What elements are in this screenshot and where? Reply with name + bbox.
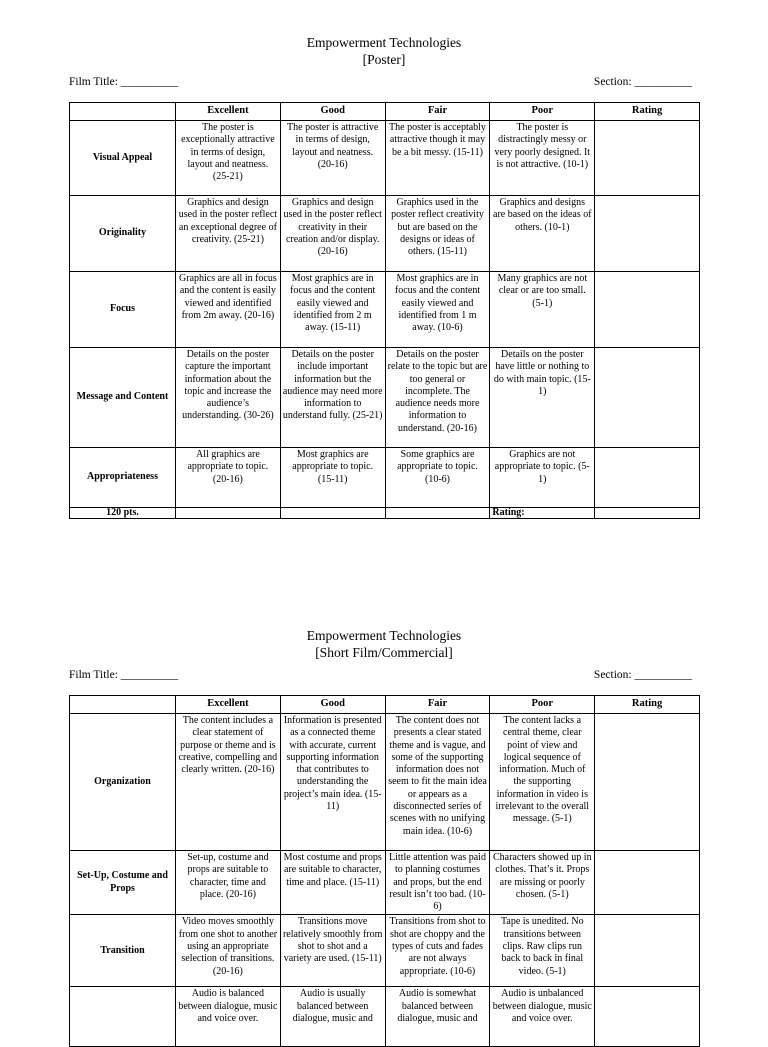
table-row [70,121,700,196]
table-cell: Some graphics are appropriate to topic. (10-6) [385,448,490,508]
table-cell: Audio is usually balanced between dialogue, music and [280,987,385,1047]
doc-title: Empowerment Technologies [306,35,462,50]
header-rating: Rating [595,103,700,121]
table-cell: Details on the poster have little or nothing to do with main topic. (15-1) [490,348,595,448]
table-cell: Graphics are not appropriate to topic. (5-1) [490,448,595,508]
poster-rubric-table [69,102,700,519]
table-cell: Transitions move relatively smoothly from shot to shot and a variety are used. (15-11) [280,915,385,987]
table-cell: The poster is acceptably attractive though it may be a bit messy. (15-11) [385,121,490,196]
table-cell: Characters showed up in clothes. That’s it. Props are missing or poorly chosen. (5-1) [490,851,595,915]
criterion-cell: Originality [70,196,176,272]
criterion-cell: Focus [70,272,176,348]
table-cell: Graphics and designs are based on the ideas of others. (10-1) [490,196,595,272]
header-fair: Fair [385,103,490,121]
header-excellent: Excellent [176,103,281,121]
table-cell: Graphics used in the poster reflect creativity but are based on the designs or ideas of others. (15-11) [385,196,490,272]
table-cell [385,508,490,519]
total-row [70,508,700,519]
criterion-cell: Set-Up, Costume and Props [70,851,176,915]
total-points: 120 pts. [70,508,176,519]
table-cell: Audio is somewhat balanced between dialogue, music and [385,987,490,1047]
table-cell: Little attention was paid to planning costumes and props, but the end result isn’t too bad. (10-6) [385,851,490,915]
header-good: Good [280,696,385,714]
poster-rubric-sheet [0,34,768,518]
header-criterion [70,103,176,121]
header-excellent: Excellent [176,696,281,714]
table-cell: Graphics and design used in the poster reflect creativity in their creation and/or display. (20-16) [280,196,385,272]
table-cell: Set-up, costume and props are suitable to character, time and place. (20-16) [176,851,281,915]
form-meta [0,669,768,685]
table-cell: Tape is unedited. No transitions between clips. Raw clips run back to back in final video. (5-1) [490,915,595,987]
header-good: Good [280,103,385,121]
table-cell: The poster is attractive in terms of design, layout and neatness. (20-16) [280,121,385,196]
table-cell: Graphics and design used in the poster reflect an exceptional degree of creativity. (25-21) [176,196,281,272]
table-row [70,915,700,987]
film-rubric-table [69,695,700,1047]
table-cell: The poster is exceptionally attractive in terms of design, layout and neatness. (25-21) [176,121,281,196]
table-cell: The content includes a clear statement of purpose or theme and is creative, compelling and clearly written. (20-16) [176,714,281,851]
table-cell: Transitions from shot to shot are choppy and the types of cuts and fades are not always appropriate. (10-6) [385,915,490,987]
table-row [70,987,700,1047]
film-title-field: Film Title: __________ [69,669,179,681]
table-cell: Most costume and props are suitable to character, time and place. (15-11) [280,851,385,915]
table-cell: The poster is distractingly messy or very poorly designed. It is not attractive. (10-1) [490,121,595,196]
criterion-cell: Organization [70,714,176,851]
doc-title: Empowerment Technologies [306,628,462,643]
rating-cell[interactable] [595,121,700,196]
header-poor: Poor [490,696,595,714]
rating-cell[interactable] [595,348,700,448]
rating-cell[interactable] [595,448,700,508]
rating-cell[interactable] [595,987,700,1047]
header-poor: Poor [490,103,595,121]
section-field: Section: __________ [593,76,692,88]
table-cell [176,508,281,519]
criterion-cell: Message and Content [70,348,176,448]
rating-total-cell[interactable] [595,508,700,519]
table-row [70,196,700,272]
table-cell: The content lacks a central theme, clear point of view and logical sequence of information. Much of the supporting information in video is irrelevant to the overall message. (5-1) [490,714,595,851]
table-cell: Video moves smoothly from one shot to another using an appropriate selection of transitions. (20-16) [176,915,281,987]
table-cell: Most graphics are in focus and the content easily viewed and identified from 2 m away. (15-11) [280,272,385,348]
table-cell: Details on the poster include important information but the audience may need more information to understand fully. (25-21) [280,348,385,448]
criterion-cell: Transition [70,915,176,987]
rating-cell[interactable] [595,915,700,987]
rating-cell[interactable] [595,714,700,851]
table-row [70,851,700,915]
section-field: Section: __________ [593,669,692,681]
criterion-cell: Appropriateness [70,448,176,508]
film-rubric-sheet [0,627,768,1025]
criterion-cell [70,987,176,1047]
table-row [70,714,700,851]
table-cell: Audio is unbalanced between dialogue, music and voice over. [490,987,595,1047]
criterion-cell: Visual Appeal [70,121,176,196]
header-criterion [70,696,176,714]
header-row [70,696,700,714]
table-row [70,448,700,508]
rating-total-label: Rating: [490,508,595,519]
doc-subtitle: [Poster] [362,52,406,67]
table-cell: Many graphics are not clear or are too small. (5-1) [490,272,595,348]
rating-cell[interactable] [595,851,700,915]
table-cell: All graphics are appropriate to topic. (20-16) [176,448,281,508]
table-cell: Information is presented as a connected theme with accurate, current supporting information that contributes to understanding the project’s main idea. (15-11) [280,714,385,851]
table-cell [280,508,385,519]
table-cell: The content does not presents a clear stated theme and is vague, and some of the supporting information does not seem to fit the main idea or appears as a disconnected series of scenes with no unifying main idea. (10-6) [385,714,490,851]
header-fair: Fair [385,696,490,714]
table-cell: Graphics are all in focus and the content is easily viewed and identified from 2m away. (20-16) [176,272,281,348]
table-row [70,348,700,448]
table-cell: Details on the poster capture the important information about the topic and increase the audience’s understanding. (30-26) [176,348,281,448]
table-cell: Most graphics are in focus and the content easily viewed and identified from 1 m away. (10-6) [385,272,490,348]
table-cell: Details on the poster relate to the topic but are too general or incomplete. The audience needs more information to understand. (20-16) [385,348,490,448]
header-rating: Rating [595,696,700,714]
table-cell: Most graphics are appropriate to topic. (15-11) [280,448,385,508]
table-cell: Audio is balanced between dialogue, music and voice over. [176,987,281,1047]
doc-subtitle: [Short Film/Commercial] [315,645,453,660]
rating-cell[interactable] [595,196,700,272]
table-row [70,272,700,348]
rating-cell[interactable] [595,272,700,348]
header-row [70,103,700,121]
film-title-field: Film Title: __________ [69,76,179,88]
form-meta [0,76,768,92]
